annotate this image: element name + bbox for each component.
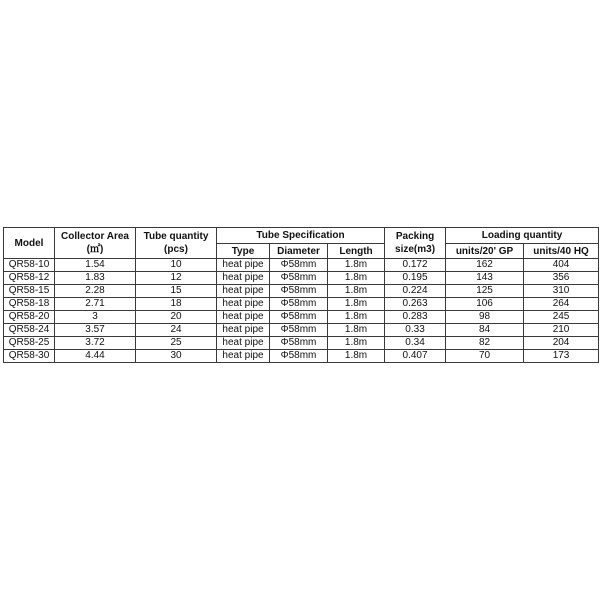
gp20-cell: 70 [446, 350, 524, 363]
hq40-cell: 245 [524, 311, 599, 324]
length-cell: 1.8m [328, 298, 385, 311]
units-40hq-header: units/40 HQ [524, 244, 599, 259]
model-cell: QR58-15 [4, 285, 55, 298]
type-cell: heat pipe [217, 311, 270, 324]
type-cell: heat pipe [217, 272, 270, 285]
model-cell: QR58-25 [4, 337, 55, 350]
area-cell: 3 [55, 311, 136, 324]
tube-quantity-label: Tube quantity [143, 231, 209, 242]
diameter-header: Diameter [270, 244, 328, 259]
hq40-cell: 204 [524, 337, 599, 350]
tubes-cell: 24 [136, 324, 217, 337]
collector-area-label: Collector Area [61, 231, 129, 242]
gp20-cell: 82 [446, 337, 524, 350]
type-cell: heat pipe [217, 337, 270, 350]
diameter-cell: Φ58mm [270, 337, 328, 350]
table-row [4, 311, 599, 324]
hq40-cell: 173 [524, 350, 599, 363]
tube-quantity-header [136, 228, 217, 259]
length-header: Length [328, 244, 385, 259]
type-cell: heat pipe [217, 285, 270, 298]
packing-cell: 0.263 [385, 298, 446, 311]
packing-cell: 0.195 [385, 272, 446, 285]
length-cell: 1.8m [328, 272, 385, 285]
gp20-cell: 162 [446, 259, 524, 272]
area-cell: 2.71 [55, 298, 136, 311]
hq40-cell: 264 [524, 298, 599, 311]
table-row [4, 272, 599, 285]
diameter-cell: Φ58mm [270, 350, 328, 363]
type-header: Type [217, 244, 270, 259]
table-row [4, 285, 599, 298]
tube-quantity-unit: (pcs) [164, 244, 188, 255]
hq40-cell: 210 [524, 324, 599, 337]
tubes-cell: 15 [136, 285, 217, 298]
length-cell: 1.8m [328, 337, 385, 350]
packing-cell: 0.283 [385, 311, 446, 324]
model-cell: QR58-20 [4, 311, 55, 324]
loading-quantity-header: Loading quantity [446, 228, 599, 244]
table-row [4, 259, 599, 272]
tubes-cell: 20 [136, 311, 217, 324]
tube-specification-header: Tube Specification [217, 228, 385, 244]
type-cell: heat pipe [217, 259, 270, 272]
packing-unit: size(m3) [395, 244, 436, 255]
model-cell: QR58-12 [4, 272, 55, 285]
table-row [4, 350, 599, 363]
gp20-cell: 125 [446, 285, 524, 298]
diameter-cell: Φ58mm [270, 324, 328, 337]
model-cell: QR58-10 [4, 259, 55, 272]
model-cell: QR58-30 [4, 350, 55, 363]
type-cell: heat pipe [217, 324, 270, 337]
packing-cell: 0.172 [385, 259, 446, 272]
model-cell: QR58-24 [4, 324, 55, 337]
gp20-cell: 98 [446, 311, 524, 324]
header-row-top [4, 228, 599, 244]
type-cell: heat pipe [217, 350, 270, 363]
packing-label: Packing [395, 231, 435, 242]
area-cell: 1.54 [55, 259, 136, 272]
length-cell: 1.8m [328, 324, 385, 337]
area-cell: 3.57 [55, 324, 136, 337]
diameter-cell: Φ58mm [270, 298, 328, 311]
area-cell: 3.72 [55, 337, 136, 350]
length-cell: 1.8m [328, 350, 385, 363]
area-cell: 2.28 [55, 285, 136, 298]
model-header: Model [4, 228, 55, 259]
hq40-cell: 404 [524, 259, 599, 272]
collector-area-header [55, 228, 136, 259]
packing-header [385, 228, 446, 259]
type-cell: heat pipe [217, 298, 270, 311]
length-cell: 1.8m [328, 259, 385, 272]
diameter-cell: Φ58mm [270, 272, 328, 285]
table-row [4, 298, 599, 311]
length-cell: 1.8m [328, 311, 385, 324]
gp20-cell: 143 [446, 272, 524, 285]
table-row [4, 324, 599, 337]
tubes-cell: 12 [136, 272, 217, 285]
diameter-cell: Φ58mm [270, 259, 328, 272]
units-20gp-header: units/20' GP [446, 244, 524, 259]
length-cell: 1.8m [328, 285, 385, 298]
hq40-cell: 356 [524, 272, 599, 285]
packing-cell: 0.407 [385, 350, 446, 363]
tubes-cell: 30 [136, 350, 217, 363]
specification-table [3, 227, 599, 363]
model-cell: QR58-18 [4, 298, 55, 311]
tubes-cell: 10 [136, 259, 217, 272]
tubes-cell: 18 [136, 298, 217, 311]
gp20-cell: 84 [446, 324, 524, 337]
collector-area-unit: (㎡) [86, 244, 104, 255]
area-cell: 1.83 [55, 272, 136, 285]
packing-cell: 0.33 [385, 324, 446, 337]
gp20-cell: 106 [446, 298, 524, 311]
diameter-cell: Φ58mm [270, 285, 328, 298]
diameter-cell: Φ58mm [270, 311, 328, 324]
packing-cell: 0.224 [385, 285, 446, 298]
area-cell: 4.44 [55, 350, 136, 363]
table-row [4, 337, 599, 350]
tubes-cell: 25 [136, 337, 217, 350]
hq40-cell: 310 [524, 285, 599, 298]
packing-cell: 0.34 [385, 337, 446, 350]
